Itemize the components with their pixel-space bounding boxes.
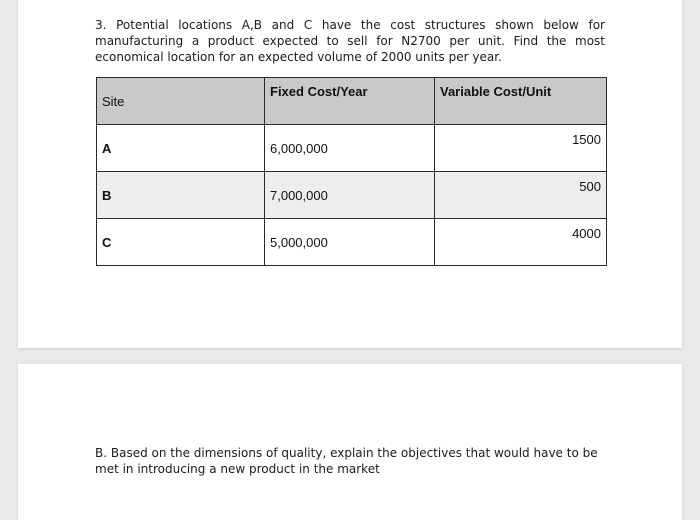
site-cell: B xyxy=(97,172,265,219)
site-cell: A xyxy=(97,125,265,172)
fixed-cost-cell: 7,000,000 xyxy=(265,172,435,219)
variable-cost-cell: 1500 xyxy=(435,125,607,172)
site-cell: C xyxy=(97,219,265,266)
table-row xyxy=(97,219,607,266)
question-card-2 xyxy=(18,364,682,520)
question-b-text: B. Based on the dimensions of quality, explain the objectives that would have to be met in introducing a new product in the market xyxy=(95,446,598,476)
cost-structure-table xyxy=(96,77,607,266)
table-row xyxy=(97,172,607,219)
question-card-1 xyxy=(18,0,682,348)
variable-cost-cell: 4000 xyxy=(435,219,607,266)
variable-cost-cell: 500 xyxy=(435,172,607,219)
header-site: Site xyxy=(97,78,265,125)
header-variable-cost: Variable Cost/Unit xyxy=(435,78,607,125)
question-3-text: 3. Potential locations A,B and C have the cost structures shown below for manufacturing a product expected to sell for N2700 per unit. Find the most economical location for an expected volume of 2000 units per year. xyxy=(95,18,605,64)
table-row xyxy=(97,125,607,172)
fixed-cost-cell: 6,000,000 xyxy=(265,125,435,172)
table-header-row xyxy=(97,78,607,125)
header-fixed-cost: Fixed Cost/Year xyxy=(265,78,435,125)
fixed-cost-cell: 5,000,000 xyxy=(265,219,435,266)
